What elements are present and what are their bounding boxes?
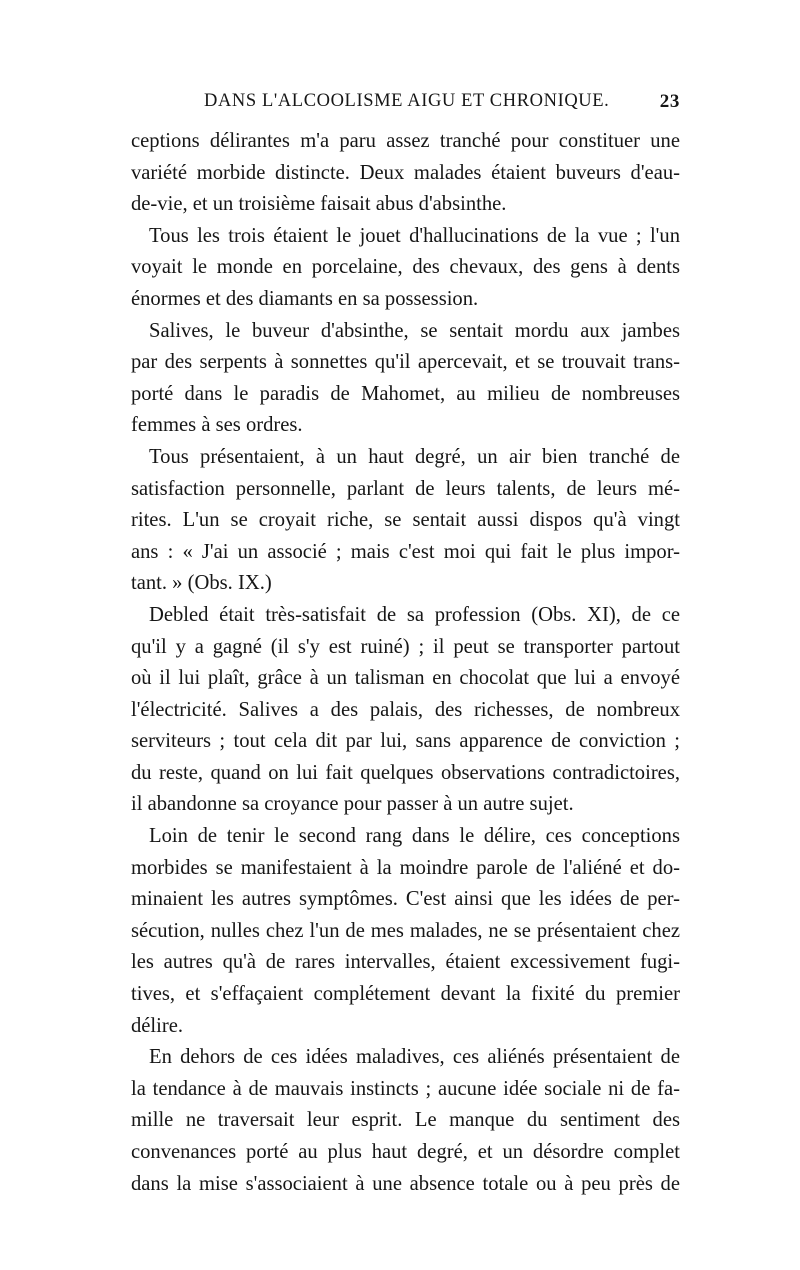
text-line: femmes à ses ordres.	[131, 414, 303, 437]
text-line: sécution, nulles chez l'un de mes malades, ne se présentaient chez	[131, 919, 680, 942]
text-line: où il lui plaît, grâce à un talisman en chocolat que lui a envoyé	[131, 667, 680, 690]
body-text	[131, 126, 680, 1200]
text-line: énormes et des diamants en sa possession.	[131, 287, 479, 310]
text-line: Tous les trois étaient le jouet d'hallucinations de la vue ; l'un	[149, 224, 680, 247]
text-line: minaient les autres symptômes. C'est ainsi que les idées de per-	[131, 888, 680, 911]
text-line: porté dans le paradis de Mahomet, au milieu de nombreuses	[131, 382, 680, 405]
text-line: serviteurs ; tout cela dit par lui, sans apparence de conviction ;	[131, 730, 680, 753]
text-line: dans la mise s'associaient à une absence totale ou à peu près de	[131, 1172, 680, 1195]
text-line: délire.	[131, 1014, 184, 1037]
text-line: Salives, le buveur d'absinthe, se sentait mordu aux jambes	[149, 319, 680, 342]
text-line: convenances porté au plus haut degré, et un désordre complet	[131, 1141, 680, 1163]
running-title: DANS L'ALCOOLISME AIGU ET CHRONIQUE.	[204, 91, 610, 111]
text-line: par des serpents à sonnettes qu'il apercevait, et se trouvait trans-	[131, 351, 680, 374]
text-line: En dehors de ces idées maladives, ces aliénés présentaient de	[149, 1046, 680, 1069]
text-line: l'électricité. Salives a des palais, des richesses, de nombreux	[131, 698, 680, 721]
text-line: du reste, quand on lui fait quelques observations contradictoires,	[131, 761, 680, 784]
text-line: de-vie, et un troisième faisait abus d'absinthe.	[131, 193, 507, 216]
text-line: ceptions délirantes m'a paru assez tranché pour constituer une	[131, 130, 680, 152]
text-line: tives, et s'effaçaient complétement devant la fixité du premier	[131, 983, 680, 1006]
text-line: variété morbide distincte. Deux malades étaient buveurs d'eau-	[131, 161, 680, 184]
text-line: ans : « J'ai un associé ; mais c'est moi qui fait le plus impor-	[131, 540, 680, 563]
text-line: mille ne traversait leur esprit. Le manque du sentiment des	[131, 1109, 680, 1132]
running-head	[130, 91, 680, 119]
text-line: Debled était très-satisfait de sa profession (Obs. XI), de ce	[149, 603, 680, 626]
text-line: morbides se manifestaient à la moindre parole de l'aliéné et do-	[131, 856, 680, 879]
page-number: 23	[659, 91, 680, 112]
text-line: rites. L'un se croyait riche, se sentait aussi dispos qu'à vingt	[131, 509, 680, 532]
text-line: Tous présentaient, à un haut degré, un air bien tranché de	[149, 445, 680, 468]
text-line: la tendance à de mauvais instincts ; aucune idée sociale ni de fa-	[131, 1077, 680, 1100]
text-line: qu'il y a gagné (il s'y est ruiné) ; il peut se transporter partout	[131, 635, 680, 658]
text-line: satisfaction personnelle, parlant de leurs talents, de leurs mé-	[131, 477, 680, 500]
text-line: voyait le monde en porcelaine, des chevaux, des gens à dents	[131, 256, 680, 279]
text-line: les autres qu'à de rares intervalles, étaient excessivement fugi-	[131, 951, 680, 974]
text-line: Loin de tenir le second rang dans le délire, ces conceptions	[149, 825, 680, 848]
text-line: il abandonne sa croyance pour passer à un autre sujet.	[131, 793, 574, 816]
text-line: tant. » (Obs. IX.)	[131, 572, 272, 595]
